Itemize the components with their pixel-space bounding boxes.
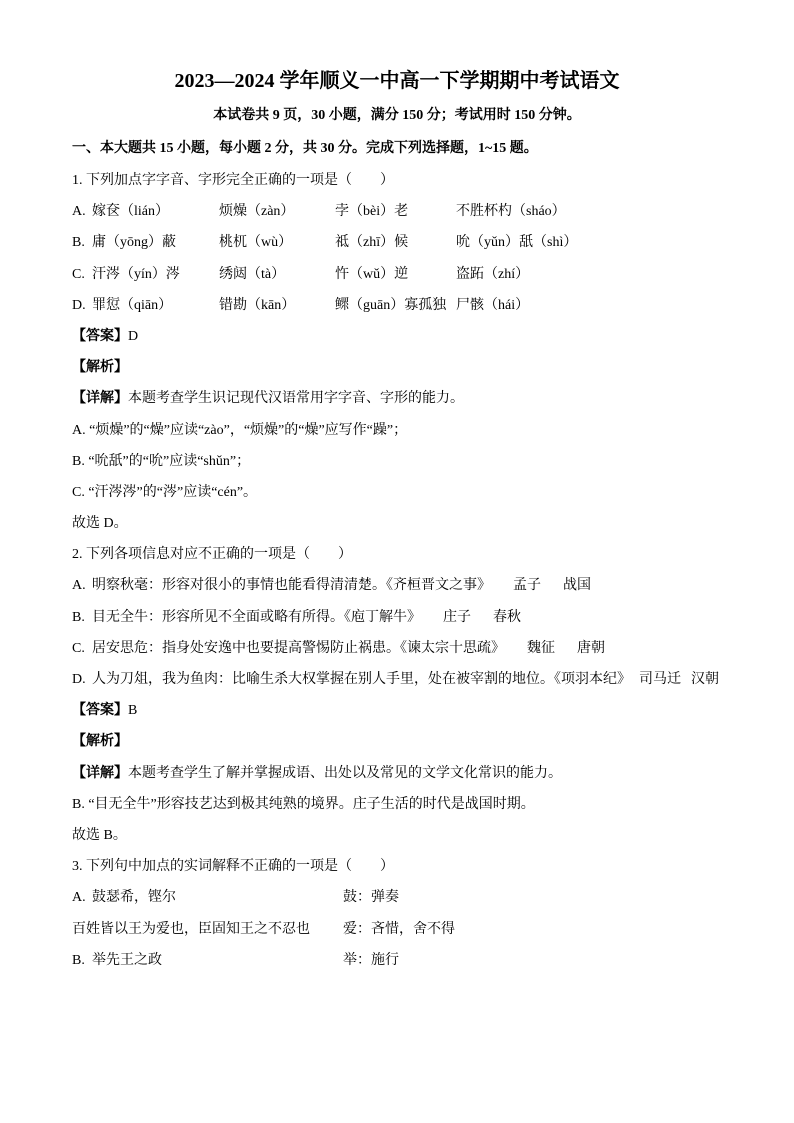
- question-stem: 3. 下列句中加点的实词解释不正确的一项是（ ）: [72, 859, 394, 875]
- word-gloss: 爱：吝惜，舍不得: [343, 921, 455, 937]
- option-item: 吮（yǔn）舐（shì）: [456, 235, 578, 251]
- option-label: D.: [72, 672, 86, 687]
- option-sentence-cell: [72, 945, 343, 976]
- option-item: 嫁奁（lián）: [92, 204, 169, 220]
- option-sentence-cell: [72, 882, 343, 913]
- detail-tag: 【详解】: [72, 391, 128, 407]
- source-work: 《齐桓晋文之事》: [386, 578, 491, 594]
- option-cell: [72, 196, 219, 227]
- option-d: [72, 664, 722, 695]
- option-sentence: 百姓皆以王为爱也，臣固知王之不忍也: [72, 921, 310, 937]
- option-a: [72, 570, 722, 601]
- option-text: 明察秋毫：形容对很小的事情也能看得清清楚。: [92, 578, 386, 594]
- detail-line: [72, 383, 722, 414]
- option-item: 绣闼（tà）: [219, 266, 286, 282]
- section-heading: 一、本大题共 15 小题，每小题 2 分，共 30 分。完成下列选择题，1~15 题。: [72, 141, 538, 156]
- conclusion: 故选 B。: [72, 827, 127, 843]
- analysis-line: [72, 726, 722, 757]
- answer-line: [72, 321, 722, 352]
- option-item: 罪愆（qiān）: [92, 297, 173, 313]
- question-stem: 1. 下列加点字字音、字形完全正确的一项是（ ）: [72, 173, 394, 188]
- answer-value: B: [128, 703, 138, 719]
- source-era: 战国: [563, 578, 591, 594]
- detail-text: 本题考查学生识记现代汉语常用字字音、字形的能力。: [128, 391, 464, 407]
- question-2: [72, 539, 722, 851]
- option-label: A.: [72, 204, 86, 220]
- answer-tag: 【答案】: [72, 703, 128, 719]
- detail-line: [72, 758, 722, 789]
- page-title: 2023—2024 学年顺义一中高一下学期期中考试语文: [174, 70, 620, 92]
- option-c: [72, 259, 722, 290]
- option-item: 汗涔（yín）涔: [92, 266, 180, 282]
- source-era: 汉朝: [691, 672, 719, 687]
- source-author: 魏征: [527, 640, 555, 656]
- option-text: 居安思危：指身处安逸中也要提高警惕防止祸患。: [92, 640, 400, 656]
- option-label: B.: [72, 235, 85, 251]
- option-item: 忤（wǔ）逆: [335, 266, 409, 282]
- option-item: 错勘（kān）: [219, 297, 296, 313]
- analysis-line: [72, 352, 722, 383]
- page-content: [72, 64, 722, 976]
- source-work: 《庖丁解牛》: [344, 609, 421, 625]
- conclusion: 故选 D。: [72, 516, 128, 532]
- option-label: C.: [72, 640, 85, 656]
- analysis-tag: 【解析】: [72, 734, 128, 750]
- option-item: 庸（yōng）蔽: [92, 235, 176, 251]
- explanation-note: A. “烦燥”的“燥”应读“zào”，“烦燥”的“燥”应写作“躁”；: [72, 422, 408, 438]
- answer-value: D: [128, 328, 139, 344]
- option-sentence: 鼓瑟希，铿尔: [92, 890, 176, 906]
- word-gloss: 鼓：弹奏: [343, 890, 399, 906]
- option-cell: [72, 227, 219, 258]
- source-author: 司马迁: [639, 672, 681, 687]
- source-work: 《谏太宗十思疏》: [400, 640, 505, 656]
- word-gloss: 举：施行: [343, 952, 399, 968]
- option-cell: [72, 259, 219, 290]
- option-label: B.: [72, 609, 85, 625]
- detail-text: 本题考查学生了解并掌握成语、出处以及常见的文学文化常识的能力。: [128, 765, 562, 781]
- option-a: [72, 882, 722, 913]
- option-d: [72, 290, 722, 321]
- option-item: 不胜杯杓（sháo）: [456, 204, 566, 220]
- option-text: 目无全牛：形容所见不全面或略有所得。: [92, 609, 344, 625]
- option-item: 孛（bèi）老: [335, 204, 409, 220]
- option-item: 尸骸（hái）: [456, 297, 530, 313]
- option-label: C.: [72, 266, 85, 282]
- detail-tag: 【详解】: [72, 765, 128, 781]
- question-3: [72, 851, 722, 976]
- source-era: 唐朝: [577, 640, 605, 656]
- option-sentence: 举先王之政: [92, 952, 162, 968]
- source-author: 孟子: [513, 578, 541, 594]
- option-cell: [72, 290, 219, 321]
- explanation-note: B. “吮舐”的“吮”应读“shǔn”；: [72, 453, 251, 469]
- exam-info: 本试卷共 9 页，30 小题，满分 150 分；考试用时 150 分钟。: [213, 108, 581, 123]
- source-author: 庄子: [443, 609, 471, 625]
- option-label: A.: [72, 890, 86, 906]
- source-work: 《项羽本纪》: [554, 672, 631, 687]
- explanation-note: C. “汗涔涔”的“涔”应读“cén”。: [72, 484, 258, 500]
- option-b: [72, 945, 722, 976]
- option-item: 盗跖（zhí）: [456, 266, 530, 282]
- option-item: 烦燥（zàn）: [219, 204, 295, 220]
- question-stem: 2. 下列各项信息对应不正确的一项是（ ）: [72, 547, 352, 563]
- source-era: 春秋: [493, 609, 521, 625]
- answer-line: [72, 695, 722, 726]
- analysis-tag: 【解析】: [72, 360, 128, 376]
- option-item: 桃杌（wù）: [219, 235, 293, 251]
- option-item: 祗（zhī）候: [335, 235, 409, 251]
- option-label: B.: [72, 952, 85, 968]
- option-a-second-sentence: [72, 914, 722, 945]
- option-label: D.: [72, 297, 86, 313]
- option-c: [72, 633, 722, 664]
- option-item: 鳏（guān）寡孤独: [335, 297, 447, 313]
- option-label: A.: [72, 578, 86, 594]
- option-b: [72, 602, 722, 633]
- option-text: 人为刀俎，我为鱼肉：比喻生杀大权掌握在别人手里，处在被宰割的地位。: [92, 672, 554, 687]
- explanation-note: B. “目无全牛”形容技艺达到极其纯熟的境界。庄子生活的时代是战国时期。: [72, 796, 535, 812]
- question-1: [72, 165, 722, 539]
- option-b: [72, 227, 722, 258]
- answer-tag: 【答案】: [72, 328, 128, 344]
- option-a: [72, 196, 722, 227]
